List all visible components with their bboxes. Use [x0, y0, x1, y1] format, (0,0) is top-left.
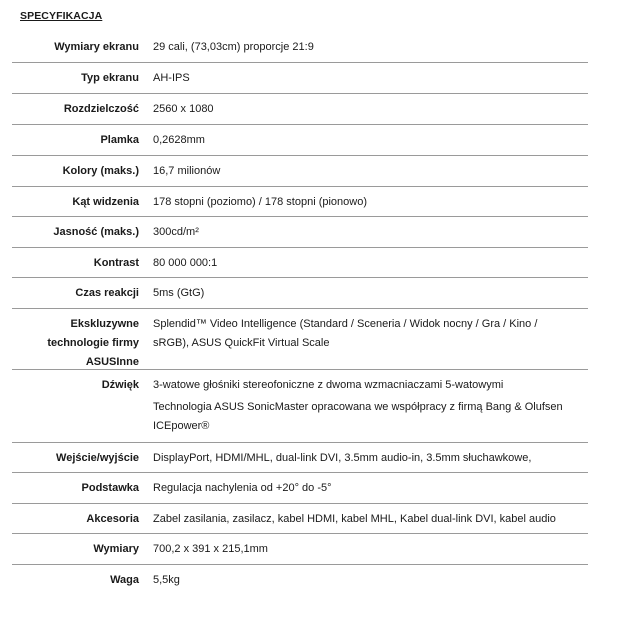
spec-label: Typ ekranu	[81, 72, 139, 84]
spec-label-line: Ekskluzywne	[70, 318, 139, 330]
spec-heading: SPECYFIKACJA	[20, 10, 103, 22]
spec-value: 80 000 000:1	[153, 257, 218, 269]
spec-value: 5,5kg	[153, 574, 180, 586]
spec-value-line: 3-watowe głośniki stereofoniczne z dwoma wzmacniaczami 5-watowymi	[153, 379, 504, 391]
spec-row-pixel-pitch	[12, 125, 588, 156]
spec-row-audio	[12, 370, 588, 443]
spec-value-line: Technologia ASUS SonicMaster opracowana we współpracy z firmą Bang & Olufsen	[153, 401, 563, 413]
spec-value: 16,7 milionów	[153, 165, 221, 177]
spec-label	[12, 309, 139, 369]
spec-label: Wejście/wyjście	[56, 452, 139, 464]
spec-label: Wymiary	[93, 543, 139, 555]
spec-row-io	[12, 443, 588, 473]
spec-value-line: Splendid™ Video Intelligence (Standard / Sceneria / Widok nocny / Gra / Kino /	[153, 318, 538, 330]
spec-value: 700,2 x 391 x 215,1mm	[153, 543, 268, 555]
spec-row-screen-size	[12, 32, 588, 63]
spec-value	[139, 370, 588, 442]
spec-label-line: technologie firmy	[47, 337, 139, 349]
spec-value: 0,2628mm	[153, 134, 205, 146]
spec-label: Rozdzielczość	[63, 103, 139, 115]
spec-row-brightness	[12, 217, 588, 248]
spec-row-contrast	[12, 248, 588, 278]
spec-row-colors	[12, 156, 588, 187]
spec-label: Kolory (maks.)	[62, 165, 139, 177]
spec-row-exclusive-tech	[12, 309, 588, 370]
spec-label: Akcesoria	[86, 513, 139, 525]
spec-label: Waga	[110, 574, 139, 586]
spec-value: DisplayPort, HDMI/MHL, dual-link DVI, 3.5mm audio-in, 3.5mm słuchawkowe,	[153, 452, 532, 464]
spec-row-panel-type	[12, 63, 588, 94]
spec-value: 300cd/m²	[153, 226, 199, 238]
spec-value: AH-IPS	[153, 72, 190, 84]
spec-label: Jasność (maks.)	[53, 226, 139, 238]
spec-value: 2560 x 1080	[153, 103, 214, 115]
spec-row-accessories	[12, 504, 588, 534]
spec-label: Dźwięk	[101, 379, 139, 391]
spec-row-response-time	[12, 278, 588, 309]
spec-value: 178 stopni (poziomo) / 178 stopni (pionowo)	[153, 196, 368, 208]
spec-value: Regulacja nachylenia od +20° do -5°	[153, 482, 332, 494]
spec-label-line: ASUSInne	[85, 356, 139, 368]
spec-value: Zabel zasilania, zasilacz, kabel HDMI, kabel MHL, Kabel dual-link DVI, kabel audio	[153, 513, 556, 525]
spec-row-dimensions	[12, 534, 588, 565]
spec-row-stand	[12, 473, 588, 504]
spec-value: 29 cali, (73,03cm) proporcje 21:9	[153, 41, 314, 53]
spec-table	[12, 32, 588, 595]
spec-value-line: ICEpower®	[153, 420, 210, 432]
spec-label: Plamka	[100, 134, 139, 146]
spec-row-weight	[12, 565, 588, 595]
spec-label: Podstawka	[81, 482, 139, 494]
spec-value-line: sRGB), ASUS QuickFit Virtual Scale	[153, 337, 330, 349]
spec-label: Kąt widzenia	[72, 196, 139, 208]
spec-label: Wymiary ekranu	[54, 41, 139, 53]
spec-value: 5ms (GtG)	[153, 287, 205, 299]
spec-value	[139, 309, 588, 369]
spec-row-viewing-angle	[12, 187, 588, 217]
spec-label: Kontrast	[93, 257, 139, 269]
spec-row-resolution	[12, 94, 588, 125]
spec-label: Czas reakcji	[75, 287, 139, 299]
